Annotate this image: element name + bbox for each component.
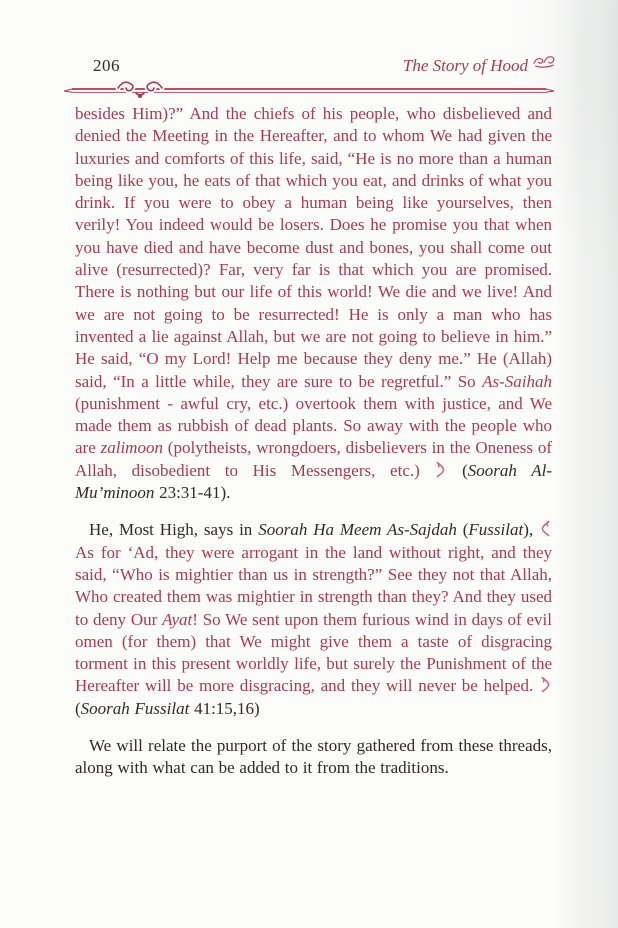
text-segment: 23:31-41). <box>154 483 231 503</box>
quran-quote-open-icon <box>540 520 551 537</box>
chapter-title: The Story of Hood <box>402 56 528 75</box>
text-segment: 41:15,16) <box>189 698 260 718</box>
text-segment: As for ‘Ad, they were arrogant in the land without right, and they said, “Who is mightier than us in strength?” See they not that Allah, Who created them was mightier in strength than they? And they used to deny Our <box>75 542 552 629</box>
page-body-text <box>75 103 552 780</box>
paragraph <box>75 103 552 504</box>
scroll-flourish-ornament <box>118 82 162 98</box>
page-header <box>93 52 556 77</box>
text-segment: Ayat <box>162 609 193 629</box>
text-segment: zalimoon <box>100 438 163 458</box>
quran-quote-close-icon <box>435 461 446 478</box>
text-segment: ( <box>447 460 468 480</box>
text-segment: Soorah Al-Mu’minoon <box>75 460 553 503</box>
paragraph <box>75 735 552 780</box>
text-segment: (polytheists, wrongdoers, disbelievers in the Oneness of Allah, disobedient to His Messengers, etc.) <box>75 438 552 480</box>
text-segment: Soorah Fussilat <box>80 698 190 718</box>
text-segment: We will relate the purport of the story gathered from these threads, along with what can be added to it from the traditions. <box>75 736 552 778</box>
alayhis-salam-icon <box>532 52 556 74</box>
text-segment: ), <box>523 520 539 540</box>
text-segment: Fussilat <box>468 520 524 540</box>
page-edge-shadow <box>554 0 618 928</box>
text-segment: As-Saihah <box>482 371 552 391</box>
text-segment: ( <box>75 698 81 718</box>
text-segment: (punishment - awful cry, etc.) overtook them with justice, and We made them as rubbish of dead plants. So away with the people who are <box>75 393 552 458</box>
text-segment: besides Him)?” And the chiefs of his people, who disbelieved and denied the Meeting in the Hereafter, and to whom We had given the luxuries and comforts of this life, said, “He is no more than a human being like you, he eats of that which you eat, and drinks of what you drink. If you were to obey a human being like yourselves, then verily! You indeed would be losers. Does he promise you that when you have died and have become dust and bones, you shall come out alive (resurrected)? Far, very far is that which you are promised. There is nothing but our life of this world! We die and we live! And we are not going to be resurrected! He is only a man who has invented a lie against Allah, but we are not going to believe in him.” He said, “O my Lord! Help me because they deny me.” He (Allah) said, “In a little while, they are sure to be regretful.” So <box>75 104 552 391</box>
running-title <box>403 52 556 77</box>
text-segment: ( <box>456 520 469 540</box>
text-segment: He, Most High, says in <box>89 520 259 540</box>
text-segment: Soorah Ha Meem As-Sajdah <box>258 520 457 540</box>
page-number: 206 <box>93 56 120 75</box>
quran-quote-close-icon <box>540 676 551 693</box>
paragraph <box>75 519 552 720</box>
text-segment: ! So We sent upon them furious wind in days of evil omen (for them) that We might give them a taste of disgracing torment in this present worldly life, but surely the Punishment of the Hereafter will be more disgracing, and they will never be helped. <box>75 609 552 696</box>
